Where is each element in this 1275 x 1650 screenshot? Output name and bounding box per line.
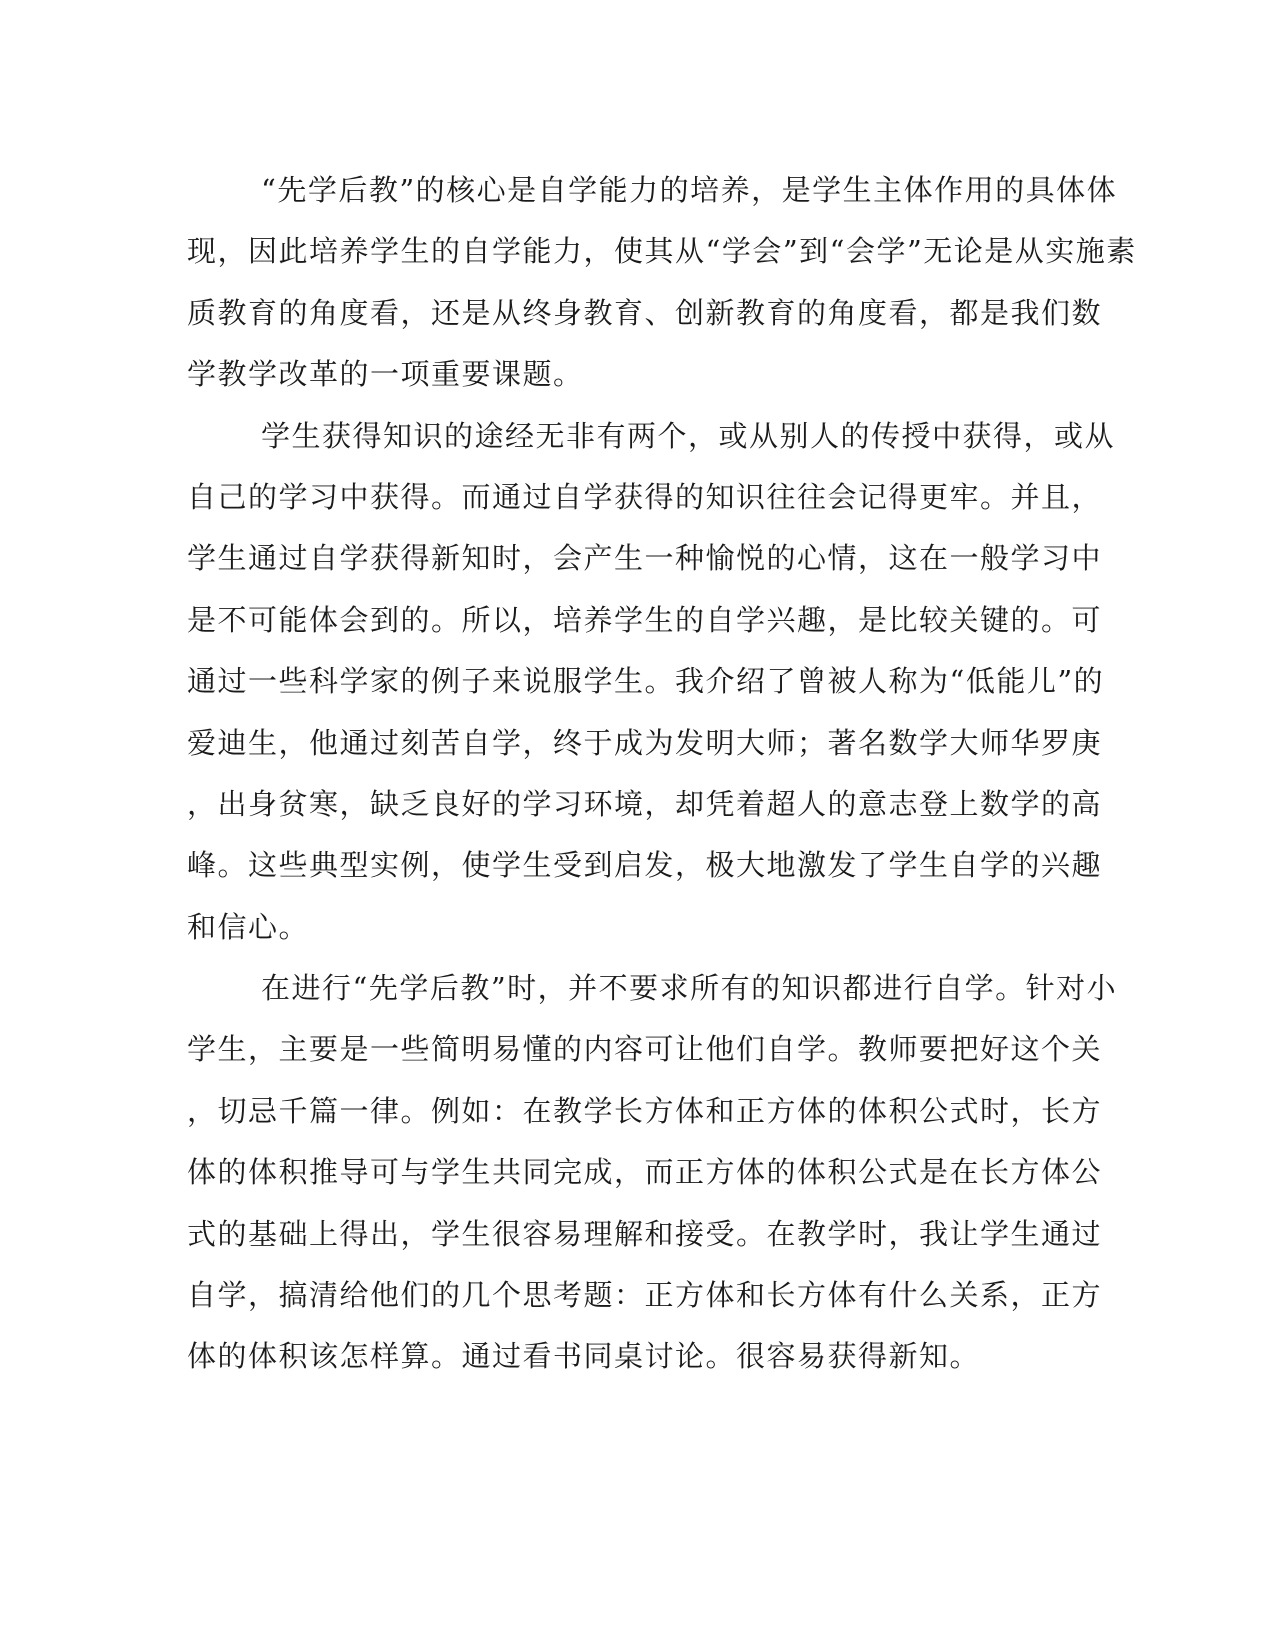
paragraph-1 [187, 160, 1137, 406]
text-line: 爱迪生，他通过刻苦自学，终于成为发明大师；著名数学大师华罗庚 [187, 725, 1103, 760]
text-line: 是不可能体会到的。所以，培养学生的自学兴趣，是比较关键的。可 [187, 602, 1103, 637]
text-line: “先学后教”的核心是自学能力的培养，是学生主体作用的具体体 [261, 173, 1118, 207]
text-line: 学生获得知识的途经无非有两个，或从别人的传授中获得，或从 [261, 418, 1116, 453]
text-line: 学生，主要是一些简明易懂的内容可让他们自学。教师要把好这个关 [187, 1032, 1103, 1067]
document-body [187, 160, 1137, 1388]
paragraph-3 [187, 958, 1118, 1388]
text-line: ，出身贫寒，缺乏良好的学习环境，却凭着超人的意志登上数学的高 [187, 786, 1103, 821]
text-line: 现，因此培养学生的自学能力，使其从“学会”到“会学”无论是从实施素 [187, 234, 1137, 269]
text-line: 通过一些科学家的例子来说服学生。我介绍了曾被人称为“低能儿”的 [187, 664, 1105, 699]
text-line: 体的体积该怎样算。通过看书同桌讨论。很容易获得新知。 [187, 1339, 981, 1374]
text-line: 质教育的角度看，还是从终身教育、创新教育的角度看，都是我们数 [187, 295, 1103, 330]
text-line: 体的体积推导可与学生共同完成，而正方体的体积公式是在长方体公 [187, 1155, 1103, 1190]
text-line: 式的基础上得出，学生很容易理解和接受。在教学时，我让学生通过 [187, 1216, 1103, 1251]
text-line: ，切忌千篇一律。例如：在教学长方体和正方体的体积公式时，长方 [187, 1093, 1103, 1128]
text-line: 自学，搞清给他们的几个思考题：正方体和长方体有什么关系，正方 [187, 1278, 1103, 1313]
paragraph-2 [187, 406, 1116, 959]
text-line: 自己的学习中获得。而通过自学获得的知识往往会记得更牢。并且， [187, 479, 1103, 514]
text-line: 学生通过自学获得新知时，会产生一种愉悦的心情，这在一般学习中 [187, 541, 1103, 576]
text-line: 在进行“先学后教”时，并不要求所有的知识都进行自学。针对小 [261, 971, 1118, 1006]
text-line: 峰。这些典型实例，使学生受到启发，极大地激发了学生自学的兴趣 [187, 848, 1103, 883]
text-line: 学教学改革的一项重要课题。 [187, 357, 584, 392]
text-line: 和信心。 [187, 909, 310, 944]
